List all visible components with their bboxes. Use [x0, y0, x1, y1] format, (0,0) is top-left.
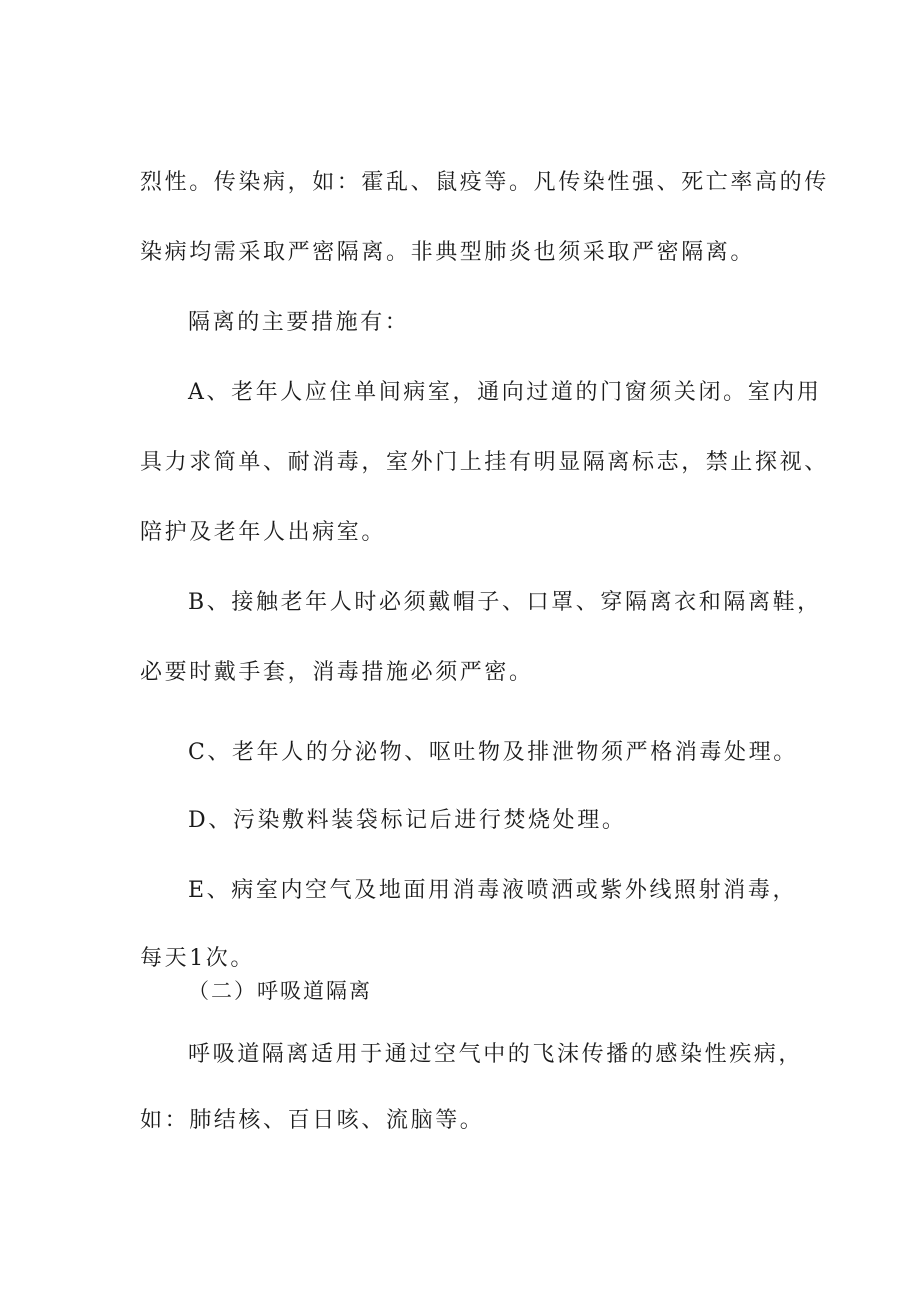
measure-e-line: E、病室内空气及地面用消毒液喷洒或紫外线照射消毒，	[188, 878, 798, 903]
measure-c-line: C、老年人的分泌物、呕吐物及排泄物须严格消毒处理。	[188, 740, 798, 765]
paragraph-line: 烈性。传染病，如：霍乱、鼠疫等。凡传染性强、死亡率高的传	[140, 170, 829, 195]
paragraph-line: 染病均需采取严密隔离。非典型肺炎也须采取严密隔离。	[140, 240, 756, 265]
measure-a-line: 陪护及老年人出病室。	[140, 520, 387, 545]
section-heading: （二）呼吸道隔离	[188, 979, 372, 1003]
measure-d-line: D、污染敷料装袋标记后进行焚烧处理。	[188, 808, 627, 833]
section-lead: 隔离的主要措施有：	[188, 310, 410, 335]
measure-e-line: 每天1次。	[140, 946, 255, 971]
measure-b-line: 必要时戴手套，消毒措施必须严密。	[140, 660, 534, 685]
paragraph-line: 如：肺结核、百日咳、流脑等。	[140, 1108, 485, 1133]
measure-a-line: 具力求简单、耐消毒，室外门上挂有明显隔离标志，禁止探视、	[140, 450, 829, 475]
measure-a-line: A、老年人应住单间病室，通向过道的门窗须关闭。室内用	[188, 380, 822, 405]
measure-b-line: B、接触老年人时必须戴帽子、口罩、穿隔离衣和隔离鞋，	[188, 590, 822, 615]
paragraph-line: 呼吸道隔离适用于通过空气中的飞沫传播的感染性疾病，	[188, 1042, 804, 1067]
